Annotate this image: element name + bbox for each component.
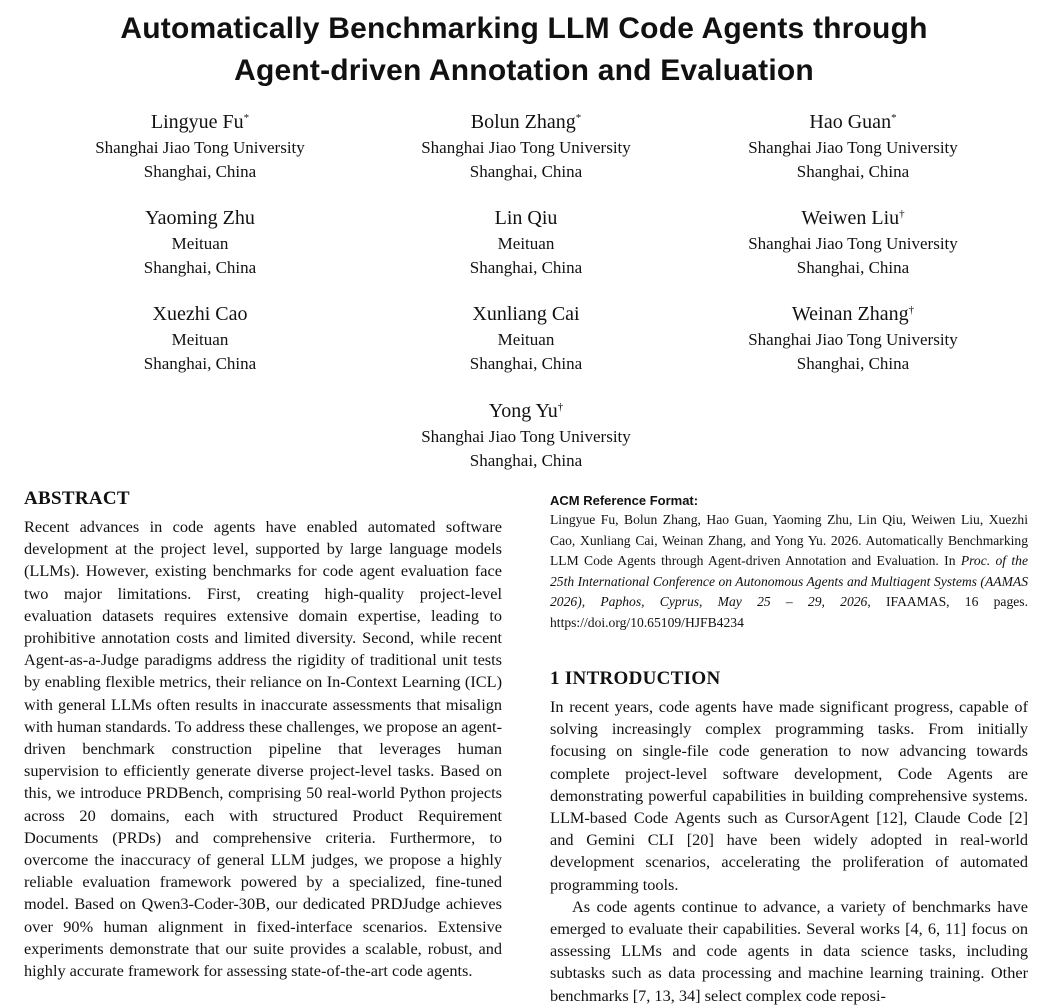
author-affiliation: Meituan [497, 330, 555, 349]
introduction-heading: 1 INTRODUCTION [550, 668, 721, 689]
author-block [40, 108, 360, 184]
author-block [366, 397, 686, 473]
acm-reference-body: Lingyue Fu, Bolun Zhang, Hao Guan, Yaoming Zhu, Lin Qiu, Weiwen Liu, Xuezhi Cao, Xunliang Cai, Weinan Zhang, and Yong Yu. 2026. Automatically Benchmarking LLM Code Agents through Agent-driven Annotation and Evaluation. In Proc. of the 25th International Conference on Autonomous Agents and Multiagent Systems (AAMAS 2026), Paphos, Cyprus, May 25 – 29, 2026, IFAAMAS, 16 pages. https://doi.org/10.65109/HJFB4234 [550, 512, 1028, 630]
author-location: Shanghai, China [469, 354, 583, 373]
author-affiliation: Shanghai Jiao Tong University [748, 234, 958, 253]
author-affiliation: Meituan [171, 330, 229, 349]
author-location: Shanghai, China [469, 258, 583, 277]
author-location: Shanghai, China [796, 354, 910, 373]
author-name: Bolun Zhang* [470, 111, 582, 133]
author-name: Hao Guan* [809, 111, 897, 133]
abstract-body [24, 516, 502, 982]
author-affiliation: Shanghai Jiao Tong University [421, 138, 631, 157]
author-affiliation: Shanghai Jiao Tong University [421, 427, 631, 446]
author-affiliation: Shanghai Jiao Tong University [748, 330, 958, 349]
author-affiliation: Meituan [497, 234, 555, 253]
author-block [366, 204, 686, 280]
introduction-paragraph-1: In recent years, code agents have made significant progress, capable of solving increasingly complex programming tasks. From initially focusing on single-file code generation to now advancing towards complete project-level software development, Code Agents are demonstrating powerful capabilities in building comprehensive systems. LLM-based Code Agents such as CursorAgent [12], Claude Code [2] and Gemini CLI [20] have been widely adopted in real-world development scenarios, accelerating the proliferation of automated programming tools. [550, 697, 1028, 894]
introduction-paragraph-2: As code agents continue to advance, a variety of benchmarks have emerged to evaluate their capabilities. Several works [4, 6, 11] focus on assessing LLMs and code agents in data science tasks, including subtasks such as data processing and machine learning training. Other benchmarks [7, 13, 34] select complex code reposi- [550, 896, 1028, 1005]
abstract-paragraph: Recent advances in code agents have enabled automated software development at the project level, supported by large language models (LLMs). However, existing benchmarks for code agent evaluation face two major limitations. First, creating high-quality project-level evaluation datasets requires extensive domain expertise, leading to prohibitive annotation costs and limited diversity. Second, while recent Agent-as-a-Judge paradigms address the rigidity of traditional unit tests by enabling flexible metrics, their reliance on In-Context Learning (ICL) with general LLMs often results in inaccurate assessments that misalign with human standards. To address these challenges, we propose an agent-driven benchmark construction pipeline that leverages human supervision to efficiently generate diverse project-level tasks. Based on this, we introduce PRDBench, comprising 50 real-world Python projects across 20 domains, each with structured Product Requirement Documents (PRDs) and comprehensive criteria. Furthermore, to overcome the inaccuracy of general LLM judges, we propose a highly reliable evaluation framework powered by a specialized, fine-tuned model. Based on Qwen3-Coder-30B, our dedicated PRDJudge achieves over 90% human alignment in fixed-interface scenarios. Extensive experiments demonstrate that our suite provides a scalable, robust, and highly accurate framework for assessing state-of-the-art code agents. [24, 517, 502, 981]
acm-reference-heading: ACM Reference Format: [550, 493, 699, 508]
paper-title-line-2: Agent-driven Annotation and Evaluation [234, 54, 814, 87]
author-name: Lingyue Fu* [150, 111, 250, 133]
author-location: Shanghai, China [469, 162, 583, 181]
author-location: Shanghai, China [143, 162, 257, 181]
introduction-body [550, 696, 1028, 1007]
author-location: Shanghai, China [796, 162, 910, 181]
author-name: Lin Qiu [494, 207, 558, 229]
author-location: Shanghai, China [143, 354, 257, 373]
author-block [366, 108, 686, 184]
paper-title-line-1: Automatically Benchmarking LLM Code Agents through [120, 12, 928, 45]
author-block [693, 300, 1013, 376]
author-location: Shanghai, China [143, 258, 257, 277]
author-name: Weinan Zhang† [791, 303, 915, 325]
author-name: Yong Yu† [488, 400, 564, 422]
author-block [40, 300, 360, 376]
author-location: Shanghai, China [469, 451, 583, 470]
author-block [693, 204, 1013, 280]
author-location: Shanghai, China [796, 258, 910, 277]
paper-title [0, 8, 1048, 92]
author-block [366, 300, 686, 376]
author-affiliation: Shanghai Jiao Tong University [95, 138, 305, 157]
abstract-heading: ABSTRACT [24, 488, 130, 509]
author-name: Weiwen Liu† [801, 207, 905, 229]
author-name: Yaoming Zhu [145, 207, 255, 229]
author-affiliation: Meituan [171, 234, 229, 253]
author-affiliation: Shanghai Jiao Tong University [748, 138, 958, 157]
author-name: Xuezhi Cao [152, 303, 248, 325]
author-block [40, 204, 360, 280]
author-name: Xunliang Cai [472, 303, 580, 325]
author-block [693, 108, 1013, 184]
